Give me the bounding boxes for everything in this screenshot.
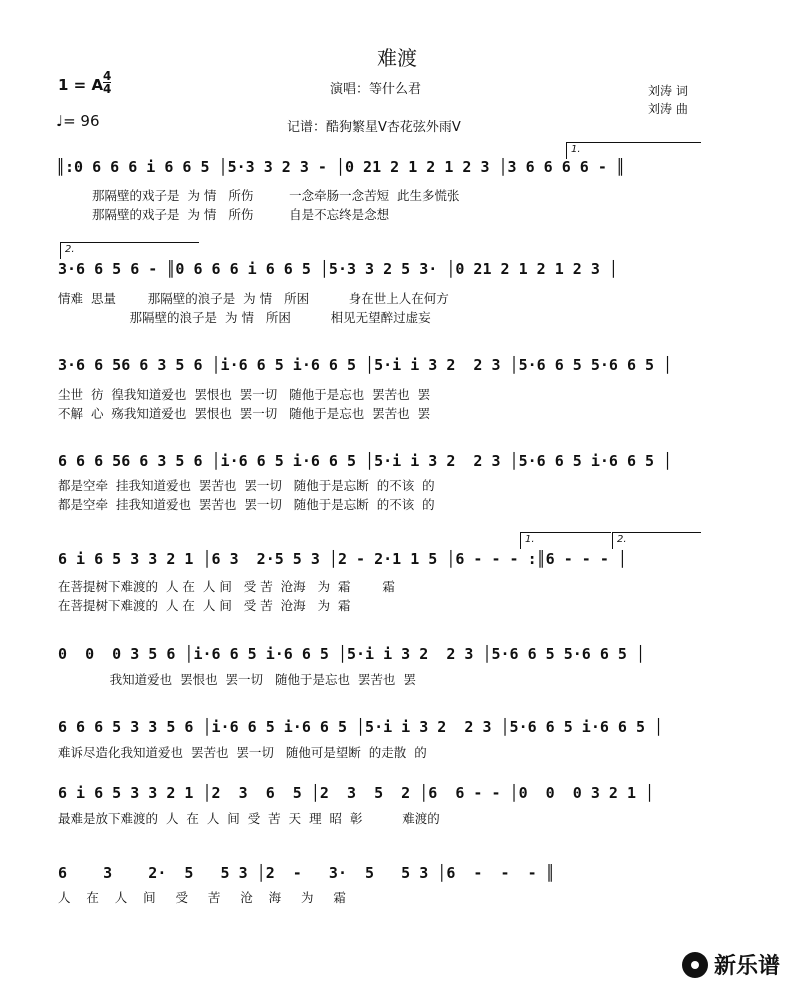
lyrics-row-3-verse-1: 尘世 彷 徨我知道爱也 罢恨也 罢一切 随他于是忘也 罢苦也 罢 (58, 387, 431, 402)
lyrics-row-4-verse-2: 都是空牵 挂我知道爱也 罢苦也 罢一切 随他于是忘断 的不该 的 (58, 497, 435, 512)
site-logo (682, 949, 780, 980)
key-signature: 1 = A (58, 76, 104, 94)
tempo-marking: ♩= 96 (56, 112, 100, 130)
lyrics-row-5-verse-1: 在菩提树下难渡的 人 在 人 间 受 苦 沧海 为 霜 霜 (58, 579, 395, 594)
lyrics-row-3-verse-2: 不解 心 殇我知道爱也 罢恨也 罢一切 随他于是忘也 罢苦也 罢 (58, 406, 431, 421)
lyrics-row-6: 我知道爱也 罢恨也 罢一切 随他于是忘也 罢苦也 罢 (58, 672, 416, 687)
notation-row-6: 0 0 0 3 5 6 │i·6 6 5 i·6 6 5 │5·i i 3 2 2 3 │5·6 6 5 5·6 6 5 │ (58, 645, 645, 663)
notation-row-5: 6 i 6 5 3 3 2 1 │6 3 2·5 5 3 │2 - 2·1 1 5 │6 - - - :║6 - - - │ (58, 550, 627, 568)
volta-label: 2. (617, 534, 627, 545)
volta-label: 2. (65, 244, 75, 255)
time-sig-bottom: 4 (103, 82, 112, 96)
vinyl-disc-icon (682, 952, 708, 978)
volta-bracket (60, 242, 199, 259)
notation-row-2: 3·6 6 5 6 - ║0 6 6 6 i 6 6 5 │5·3 3 2 5 3· │0 21 2 1 2 1 2 3 │ (58, 260, 618, 278)
notation-row-9: 6 3 2· 5 5 3 │2 - 3· 5 5 3 │6 - - - ║ (58, 864, 555, 882)
notation-row-8: 6 i 6 5 3 3 2 1 │2 3 6 5 │2 3 5 2 │6 6 - - │0 0 0 3 2 1 │ (58, 784, 655, 802)
lyrics-row-1-verse-1: 那隔壁的戏子是 为 情 所伤 一念牵肠一念苦短 此生多慌张 (92, 188, 460, 203)
lyrics-row-8: 最难是放下难渡的 人 在 人 间 受 苦 天 理 昭 彰 难渡的 (58, 811, 440, 826)
volta-label: 1. (571, 144, 581, 155)
logo-text: 新乐谱 (713, 954, 780, 979)
volta-bracket (566, 142, 701, 159)
notation-row-3: 3·6 6 56 6 3 5 6 │i·6 6 5 i·6 6 5 │5·i i 3 2 2 3 │5·6 6 5 5·6 6 5 │ (58, 356, 673, 374)
time-signature (103, 70, 111, 95)
composer-credit: 刘涛 曲 (648, 102, 688, 116)
lyricist-credit: 刘涛 词 (648, 84, 688, 98)
lyrics-row-5-verse-2: 在菩提树下难渡的 人 在 人 间 受 苦 沧海 为 霜 (58, 598, 351, 613)
volta-bracket-1 (520, 532, 611, 549)
lyrics-row-9: 人 在 人 间 受 苦 沧 海 为 霜 (58, 890, 346, 905)
lyrics-row-2-verse-1: 情难 思量 那隔壁的浪子是 为 情 所困 身在世上人在何方 (58, 291, 449, 306)
lyrics-row-7: 难诉尽造化我知道爱也 罢苦也 罢一切 随他可是望断 的走散 的 (58, 745, 427, 760)
lyrics-row-4-verse-1: 都是空牵 挂我知道爱也 罢苦也 罢一切 随他于是忘断 的不该 的 (58, 478, 435, 493)
time-sig-top: 4 (103, 69, 112, 83)
page-title: 难渡 (377, 46, 417, 70)
lyrics-row-2-verse-2: 那隔壁的浪子是 为 情 所困 相见无望醉过虚妄 (58, 310, 431, 325)
notation-row-7: 6 6 6 5 3 3 5 6 │i·6 6 5 i·6 6 5 │5·i i 3 2 2 3 │5·6 6 5 i·6 6 5 │ (58, 718, 664, 736)
volta-bracket-2 (612, 532, 701, 549)
transcriber-credit: 记谱：酷狗繁星V杏花弦外雨V (287, 120, 461, 135)
singer-credit: 演唱：等什么君 (330, 82, 422, 97)
lyrics-row-1-verse-2: 那隔壁的戏子是 为 情 所伤 自是不忘终是念想 (92, 207, 390, 222)
volta-label: 1. (525, 534, 535, 545)
notation-row-1: ║:0 6 6 6 i 6 6 5 │5·3 3 2 3 - │0 21 2 1 2 1 2 3 │3 6 6 6 6 - ║ (56, 158, 625, 176)
notation-row-4: 6 6 6 56 6 3 5 6 │i·6 6 5 i·6 6 5 │5·i i 3 2 2 3 │5·6 6 5 i·6 6 5 │ (58, 452, 673, 470)
